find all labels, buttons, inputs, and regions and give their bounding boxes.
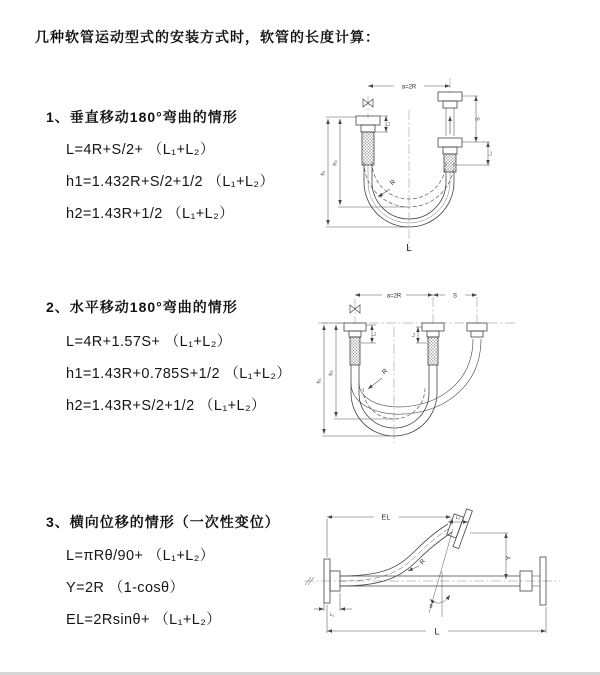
horizontal-180-bend-diagram (310, 283, 600, 455)
section-2-heading: 2、水平移动180°弯曲的情形 (46, 299, 238, 315)
formula-line: h2=1.43R+S/2+1/2 （L₁+L₂） (66, 398, 266, 414)
dimension-lines (322, 295, 477, 436)
right-fitting-moved (467, 323, 487, 337)
section-2-formulas (66, 326, 291, 422)
section-1-formulas (66, 134, 274, 230)
dim-label-l1: L₁ (385, 121, 391, 127)
right-fitting-lower (438, 138, 462, 172)
dim-label-angle: θ (429, 604, 433, 610)
dim-label-h2: h₂ (332, 160, 339, 166)
dim-label-span: a=2R (386, 293, 402, 300)
dim-label-l1: L₁ (371, 331, 377, 337)
dim-label-l2: L₂ (455, 515, 461, 520)
dim-label-el: EL (381, 512, 391, 522)
formula-line: h1=1.432R+S/2+1/2 （L₁+L₂） (66, 174, 275, 190)
angle-construction (429, 529, 453, 617)
centerlines (368, 78, 450, 252)
dim-label-stroke: S (452, 293, 458, 300)
dimension-lines (314, 517, 546, 633)
hose-displaced-position (340, 524, 452, 586)
dim-label-span: a=2R (401, 84, 417, 91)
centerlines (318, 297, 515, 443)
formula-line: EL=2Rsinθ+ （L₁+L₂） (66, 612, 222, 628)
formula-line: L=πRθ/90+ （L₁+L₂） (66, 548, 215, 564)
formula-line: L=4R+S/2+ （L₁+L₂） (66, 142, 215, 158)
dim-label-offset: Y (505, 555, 513, 561)
formula-line: L=4R+1.57S+ （L₁+L₂） (66, 334, 232, 350)
formula-line: Y=2R （1-cosθ） (66, 580, 185, 596)
formula-line: h2=1.43R+1/2 （L₁+L₂） (66, 206, 235, 222)
page-title: 几种软管运动型式的安装方式时，软管的长度计算： (35, 29, 380, 45)
vertical-180-bend-diagram (310, 70, 590, 260)
dim-label-l2: L₂ (410, 332, 416, 338)
dim-label-radius: R (380, 367, 390, 377)
dim-label-l2: L₂ (487, 151, 493, 156)
dim-label-stroke: S (475, 117, 482, 121)
middle-fitting (422, 323, 444, 365)
dim-label-h1: h₁ (316, 378, 323, 384)
left-fitting (344, 323, 366, 365)
dim-label-radius: R (418, 557, 428, 567)
section-3-formulas (66, 540, 221, 636)
hose-displaced-position (351, 339, 481, 414)
section-3-heading: 3、横向位移的情形（一次性变位） (46, 514, 280, 530)
section-1-heading: 1、垂直移动180°弯曲的情形 (46, 109, 238, 125)
dim-label-l1: L₁ (329, 612, 335, 617)
lateral-offset-diagram (298, 503, 600, 648)
dim-label-length: L (406, 243, 412, 254)
dim-label-radius: R (388, 178, 398, 188)
dimension-lines (326, 86, 490, 227)
dim-label-h1: h₁ (320, 170, 327, 176)
dim-label-h2: h₂ (328, 370, 335, 376)
left-fitting (356, 116, 380, 165)
tilted-flange (444, 505, 473, 548)
dim-label-length: L (434, 626, 440, 638)
formula-line: h1=1.43R+0.785S+1/2 （L₁+L₂） (66, 366, 292, 382)
